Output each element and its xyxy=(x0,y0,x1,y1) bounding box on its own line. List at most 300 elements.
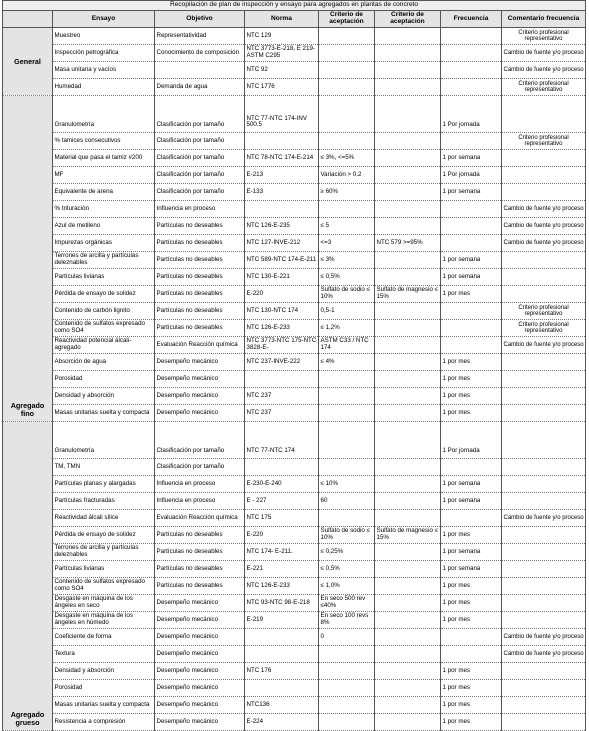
cell-objetivo: Desempeño mecánico xyxy=(155,595,245,612)
cell-comentario: Cambio de fuente y/o proceso xyxy=(502,510,586,527)
cell-norma: NTC 174- E-211. xyxy=(245,544,319,561)
cell-objetivo: Desempeño mecánico xyxy=(155,680,245,697)
cell-norma: NTC 92 xyxy=(245,62,319,79)
cell-ensayo: Azul de metileno xyxy=(53,218,155,235)
cell-criterio-1 xyxy=(319,96,375,133)
cell-ensayo: Masa unitaria y vacíos xyxy=(53,62,155,79)
cell-objetivo: Partículas no deseables xyxy=(155,544,245,561)
cell-objetivo: Clasificación por tamaño xyxy=(155,167,245,184)
cell-criterio-1: ≤ 0,5% xyxy=(319,561,375,578)
cell-comentario xyxy=(502,697,586,714)
cell-criterio-1 xyxy=(319,79,375,96)
cell-frecuencia: 1 por mes xyxy=(441,286,502,303)
cell-ensayo: Coeficiente de forma xyxy=(53,629,155,646)
cell-criterio-1 xyxy=(319,371,375,388)
cell-criterio-1 xyxy=(319,680,375,697)
cell-criterio-2 xyxy=(375,544,441,561)
cell-objetivo: Clasificación por tamaño xyxy=(155,133,245,150)
cell-ensayo: Masas unitarias suelta y compacta xyxy=(53,697,155,714)
cell-ensayo: Absorción de agua xyxy=(53,354,155,371)
cell-norma: NTC 176 xyxy=(245,663,319,680)
cell-criterio-2 xyxy=(375,595,441,612)
cell-comentario xyxy=(502,459,586,476)
cell-objetivo: Desempeño mecánico xyxy=(155,646,245,663)
cell-criterio-2: Sulfato de magnesio ≤ 15% xyxy=(375,527,441,544)
cell-criterio-2 xyxy=(375,45,441,62)
cell-criterio-1: ≤ 0,5% xyxy=(319,269,375,286)
cell-ensayo: Partículas livianas xyxy=(53,561,155,578)
cell-objetivo: Partículas no deseables xyxy=(155,252,245,269)
cell-comentario xyxy=(502,595,586,612)
cell-comentario xyxy=(502,269,586,286)
cell-comentario xyxy=(502,371,586,388)
cell-norma: NTC 589-NTC 174-E-211 xyxy=(245,252,319,269)
cell-criterio-1: ≤ 4% xyxy=(319,354,375,371)
cell-objetivo: Partículas no deseables xyxy=(155,303,245,320)
cell-comentario xyxy=(502,544,586,561)
cell-comentario xyxy=(502,167,586,184)
table-row xyxy=(3,663,586,680)
table-row xyxy=(3,303,586,320)
cell-criterio-2 xyxy=(375,218,441,235)
cell-frecuencia: 1 por mes xyxy=(441,371,502,388)
table-row xyxy=(3,184,586,201)
cell-criterio-2 xyxy=(375,714,441,731)
cell-frecuencia xyxy=(441,510,502,527)
cell-criterio-1 xyxy=(319,133,375,150)
cell-criterio-2 xyxy=(375,96,441,133)
cell-criterio-1 xyxy=(319,62,375,79)
cell-norma: E-230-E-240 xyxy=(245,476,319,493)
cell-objetivo: Representatividad xyxy=(155,28,245,45)
cell-frecuencia: 1 Por jornada xyxy=(441,96,502,133)
cell-objetivo: Partículas no deseables xyxy=(155,320,245,337)
cell-criterio-2: NTC 579 >=95% xyxy=(375,235,441,252)
cell-objetivo: Partículas no deseables xyxy=(155,578,245,595)
cell-norma: E-133 xyxy=(245,184,319,201)
cell-frecuencia xyxy=(441,303,502,320)
table-row xyxy=(3,96,586,133)
table-row xyxy=(3,493,586,510)
table-row xyxy=(3,595,586,612)
cell-norma: NTC 130-E-221 xyxy=(245,269,319,286)
cell-comentario xyxy=(502,578,586,595)
cell-criterio-2 xyxy=(375,62,441,79)
cell-criterio-1: ≤ 0,25% xyxy=(319,544,375,561)
table-row xyxy=(3,422,586,459)
cell-norma: E-224 xyxy=(245,714,319,731)
cell-objetivo: Desempeño mecánico xyxy=(155,354,245,371)
cell-criterio-1 xyxy=(319,405,375,422)
cell-criterio-2 xyxy=(375,422,441,459)
table-row xyxy=(3,62,586,79)
cell-norma xyxy=(245,371,319,388)
cell-criterio-1 xyxy=(319,28,375,45)
cell-comentario: Cambio de fuente y/o proceso xyxy=(502,201,586,218)
cell-criterio-1: <=3 xyxy=(319,235,375,252)
group-label: General xyxy=(3,28,53,96)
cell-objetivo: Evaluación Reacción química xyxy=(155,337,245,354)
table-row xyxy=(3,150,586,167)
cell-comentario xyxy=(502,96,586,133)
cell-frecuencia: 1 por mes xyxy=(441,680,502,697)
cell-comentario xyxy=(502,612,586,629)
table-row xyxy=(3,269,586,286)
cell-objetivo: Clasificación por tamaño xyxy=(155,184,245,201)
cell-frecuencia xyxy=(441,45,502,62)
cell-objetivo: Demanda de agua xyxy=(155,79,245,96)
cell-criterio-1: ≤ 5 xyxy=(319,218,375,235)
cell-comentario xyxy=(502,476,586,493)
cell-frecuencia xyxy=(441,62,502,79)
title-row xyxy=(3,1,586,11)
cell-ensayo: Muestreo xyxy=(53,28,155,45)
table-row xyxy=(3,476,586,493)
cell-objetivo: Clasificación por tamaño xyxy=(155,459,245,476)
cell-norma: NTC 3773-E-218, E 219-ASTM C295 xyxy=(245,45,319,62)
cell-criterio-1 xyxy=(319,510,375,527)
cell-ensayo: % trituración xyxy=(53,201,155,218)
cell-objetivo xyxy=(155,62,245,79)
table-row xyxy=(3,371,586,388)
cell-criterio-2 xyxy=(375,629,441,646)
cell-comentario: Criterio profesional representativo xyxy=(502,320,586,337)
cell-frecuencia xyxy=(441,28,502,45)
cell-ensayo: Densidad y absorción xyxy=(53,388,155,405)
table-row xyxy=(3,510,586,527)
cell-ensayo: Reactividad álcali sílice xyxy=(53,510,155,527)
cell-objetivo: Partículas no deseables xyxy=(155,218,245,235)
table-row xyxy=(3,561,586,578)
cell-criterio-2 xyxy=(375,680,441,697)
cell-ensayo: Partículas livianas xyxy=(53,269,155,286)
cell-ensayo: TM, TMN xyxy=(53,459,155,476)
table-row xyxy=(3,527,586,544)
cell-norma: NTC 77-NTC 174 xyxy=(245,422,319,459)
table-row xyxy=(3,337,586,354)
cell-ensayo: Contenido de sulfatos expresado como SO4 xyxy=(53,320,155,337)
table-row xyxy=(3,646,586,663)
cell-comentario xyxy=(502,184,586,201)
cell-frecuencia: 1 por mes xyxy=(441,388,502,405)
cell-comentario xyxy=(502,405,586,422)
cell-comentario xyxy=(502,286,586,303)
cell-frecuencia xyxy=(441,320,502,337)
cell-criterio-1: ≤ 10% xyxy=(319,476,375,493)
cell-criterio-1: Variación > 0.2 xyxy=(319,167,375,184)
table-row xyxy=(3,578,586,595)
cell-frecuencia: 1 por mes xyxy=(441,354,502,371)
cell-objetivo: Evaluación Reacción química xyxy=(155,510,245,527)
header-objetivo: Objetivo xyxy=(155,11,245,28)
cell-comentario xyxy=(502,663,586,680)
cell-frecuencia: 1 por semana xyxy=(441,476,502,493)
table-row xyxy=(3,252,586,269)
cell-comentario xyxy=(502,252,586,269)
cell-frecuencia: 1 por mes xyxy=(441,527,502,544)
cell-frecuencia: 1 por mes xyxy=(441,578,502,595)
cell-criterio-2 xyxy=(375,303,441,320)
cell-criterio-2 xyxy=(375,561,441,578)
cell-criterio-1: ≤ 3%, <=5% xyxy=(319,150,375,167)
cell-objetivo: Influencia en proceso xyxy=(155,476,245,493)
cell-norma: NTC 237-INVE-222 xyxy=(245,354,319,371)
cell-comentario: Cambio de fuente y/o proceso xyxy=(502,337,586,354)
cell-criterio-1: ≤ 3% xyxy=(319,252,375,269)
cell-criterio-1: ≥ 60% xyxy=(319,184,375,201)
cell-criterio-1: ≤ 1,0% xyxy=(319,578,375,595)
cell-criterio-2 xyxy=(375,354,441,371)
group-label: Agregado grueso xyxy=(3,422,53,731)
header-criterio-1: Criterio de aceptación xyxy=(319,11,375,28)
cell-comentario xyxy=(502,150,586,167)
table-row xyxy=(3,167,586,184)
cell-ensayo: Pérdida de ensayo de solidez xyxy=(53,286,155,303)
cell-norma: NTC 78-NTC 174-E-214 xyxy=(245,150,319,167)
cell-norma: NTC 126-E-233 xyxy=(245,320,319,337)
cell-criterio-2 xyxy=(375,28,441,45)
cell-norma xyxy=(245,133,319,150)
table-row xyxy=(3,235,586,252)
cell-criterio-2 xyxy=(375,578,441,595)
cell-criterio-2 xyxy=(375,371,441,388)
cell-ensayo: Equivalente de arena xyxy=(53,184,155,201)
cell-criterio-1: En seco 500 rev ≤40% xyxy=(319,595,375,612)
cell-criterio-1 xyxy=(319,646,375,663)
cell-frecuencia: 1 por semana xyxy=(441,184,502,201)
cell-objetivo: Desempeño mecánico xyxy=(155,371,245,388)
cell-objetivo: Partículas no deseables xyxy=(155,527,245,544)
cell-norma: NTC 3773-NTC 175-NTC 3828-E- xyxy=(245,337,319,354)
cell-comentario: Cambio de fuente y/o proceso xyxy=(502,218,586,235)
cell-criterio-2 xyxy=(375,184,441,201)
table-row xyxy=(3,680,586,697)
cell-criterio-2 xyxy=(375,612,441,629)
cell-frecuencia xyxy=(441,218,502,235)
cell-criterio-2 xyxy=(375,510,441,527)
cell-objetivo: Clasificación por tamaño xyxy=(155,422,245,459)
cell-ensayo: Resistencia a compresión xyxy=(53,714,155,731)
cell-ensayo: Inspección petrográfica xyxy=(53,45,155,62)
cell-objetivo: Desempeño mecánico xyxy=(155,663,245,680)
cell-frecuencia xyxy=(441,459,502,476)
cell-frecuencia: 1 Por jornada xyxy=(441,167,502,184)
cell-objetivo: Desempeño mecánico xyxy=(155,629,245,646)
table-body xyxy=(3,1,586,731)
table-title: Recopilación de plan de inspección y ensayo para agregados en plantas de concreto xyxy=(3,1,586,11)
cell-norma: E-219 xyxy=(245,612,319,629)
cell-norma: NTC 175 xyxy=(245,510,319,527)
cell-comentario: Criterio profesional representativo xyxy=(502,28,586,45)
table-row xyxy=(3,459,586,476)
cell-comentario: Cambio de fuente y/o proceso xyxy=(502,62,586,79)
cell-criterio-2 xyxy=(375,269,441,286)
cell-frecuencia: 1 por mes xyxy=(441,697,502,714)
cell-frecuencia: 1 por semana xyxy=(441,252,502,269)
cell-frecuencia: 1 por semana xyxy=(441,493,502,510)
table-row xyxy=(3,286,586,303)
cell-criterio-2 xyxy=(375,663,441,680)
cell-criterio-2 xyxy=(375,320,441,337)
cell-norma xyxy=(245,680,319,697)
cell-objetivo: Clasificación por tamaño xyxy=(155,150,245,167)
cell-criterio-2 xyxy=(375,459,441,476)
table-row xyxy=(3,629,586,646)
cell-criterio-1: Sulfato de sodio ≤ 10% xyxy=(319,286,375,303)
header-row xyxy=(3,11,586,28)
header-comentario: Comentario frecuencia xyxy=(502,11,586,28)
cell-norma: E-220 xyxy=(245,527,319,544)
table-row xyxy=(3,697,586,714)
cell-norma: NTC136 xyxy=(245,697,319,714)
cell-norma: NTC 129 xyxy=(245,28,319,45)
cell-norma: NTC 130-NTC 174 xyxy=(245,303,319,320)
cell-criterio-1: 0 xyxy=(319,629,375,646)
table-row xyxy=(3,714,586,731)
cell-ensayo: Contenido de sulfatos expresado como SO4 xyxy=(53,578,155,595)
cell-comentario xyxy=(502,422,586,459)
cell-criterio-1 xyxy=(319,697,375,714)
cell-criterio-1: Sulfato de sodio ≤ 10% xyxy=(319,527,375,544)
cell-ensayo: Terrones de arcilla y partículas deleznables xyxy=(53,252,155,269)
cell-ensayo: Densidad y absorción xyxy=(53,663,155,680)
cell-norma: NTC 126-E-235 xyxy=(245,218,319,235)
table-row xyxy=(3,28,586,45)
cell-criterio-1 xyxy=(319,714,375,731)
header-frecuencia: Frecuencia xyxy=(441,11,502,28)
cell-ensayo: % tamices consecutivos xyxy=(53,133,155,150)
cell-ensayo: Granulometría xyxy=(53,96,155,133)
cell-norma: E-213 xyxy=(245,167,319,184)
cell-ensayo: Contenido de carbón lignito xyxy=(53,303,155,320)
cell-norma: NTC 127-INVE-212 xyxy=(245,235,319,252)
cell-comentario: Criterio profesional representativo xyxy=(502,303,586,320)
table-row xyxy=(3,45,586,62)
header-criterio-2: Criterio de aceptación xyxy=(375,11,441,28)
cell-norma: E - 227 xyxy=(245,493,319,510)
cell-ensayo: MF xyxy=(53,167,155,184)
table-row xyxy=(3,133,586,150)
cell-ensayo: Porosidad xyxy=(53,680,155,697)
cell-comentario xyxy=(502,354,586,371)
cell-ensayo: Masas unitarias suelta y compacta xyxy=(53,405,155,422)
cell-norma: NTC 93-NTC 98-E-218 xyxy=(245,595,319,612)
cell-objetivo: Partículas no deseables xyxy=(155,286,245,303)
cell-objetivo: Desempeño mecánico xyxy=(155,388,245,405)
cell-comentario: Cambio de fuente y/o proceso xyxy=(502,629,586,646)
cell-criterio-2 xyxy=(375,150,441,167)
table-row xyxy=(3,79,586,96)
cell-norma: NTC 77-NTC 174-INV 500.5 xyxy=(245,96,319,133)
cell-norma: NTC 1776 xyxy=(245,79,319,96)
cell-comentario xyxy=(502,714,586,731)
cell-ensayo: Material que pasa el tamiz #200 xyxy=(53,150,155,167)
cell-objetivo: Desempeño mecánico xyxy=(155,714,245,731)
table-row xyxy=(3,388,586,405)
cell-criterio-2 xyxy=(375,167,441,184)
table-row xyxy=(3,218,586,235)
cell-criterio-1 xyxy=(319,201,375,218)
cell-objetivo: Partículas no deseables xyxy=(155,269,245,286)
cell-comentario xyxy=(502,527,586,544)
cell-comentario xyxy=(502,388,586,405)
cell-frecuencia xyxy=(441,337,502,354)
cell-criterio-1: 60 xyxy=(319,493,375,510)
cell-objetivo: Desempeño mecánico xyxy=(155,405,245,422)
cell-criterio-2 xyxy=(375,646,441,663)
cell-ensayo: Granulometría xyxy=(53,422,155,459)
table-row xyxy=(3,201,586,218)
cell-frecuencia xyxy=(441,646,502,663)
cell-criterio-2 xyxy=(375,388,441,405)
cell-norma xyxy=(245,201,319,218)
cell-objetivo: Clasificación por tamaño xyxy=(155,96,245,133)
group-label: Agregado fino xyxy=(3,96,53,422)
cell-norma: NTC 237 xyxy=(245,405,319,422)
cell-frecuencia xyxy=(441,133,502,150)
cell-criterio-2 xyxy=(375,133,441,150)
cell-criterio-2 xyxy=(375,337,441,354)
cell-comentario: Criterio profesional representativo xyxy=(502,133,586,150)
cell-criterio-2 xyxy=(375,252,441,269)
cell-criterio-2 xyxy=(375,476,441,493)
cell-criterio-2 xyxy=(375,201,441,218)
cell-frecuencia: 1 por mes xyxy=(441,595,502,612)
cell-objetivo: Influencia en proceso xyxy=(155,493,245,510)
cell-ensayo: Terrones de arcilla y partículas deleznables xyxy=(53,544,155,561)
cell-criterio-2 xyxy=(375,79,441,96)
cell-frecuencia: 1 Por jornada xyxy=(441,422,502,459)
cell-criterio-1: En seco 100 revs 8% xyxy=(319,612,375,629)
cell-objetivo: Influencia en proceso xyxy=(155,201,245,218)
cell-criterio-2 xyxy=(375,493,441,510)
table-row xyxy=(3,354,586,371)
cell-comentario: Criterio profesional representativo xyxy=(502,79,586,96)
cell-criterio-1: ≤ 1,2% xyxy=(319,320,375,337)
cell-norma: E-221 xyxy=(245,561,319,578)
cell-frecuencia: 1 por semana xyxy=(441,544,502,561)
cell-objetivo: Desempeño mecánico xyxy=(155,697,245,714)
cell-norma: E-220 xyxy=(245,286,319,303)
header-group xyxy=(3,11,53,28)
cell-comentario xyxy=(502,493,586,510)
cell-criterio-2 xyxy=(375,405,441,422)
cell-frecuencia: 1 por semana xyxy=(441,269,502,286)
cell-objetivo: Partículas no deseables xyxy=(155,561,245,578)
cell-frecuencia xyxy=(441,235,502,252)
cell-objetivo: Partículas no deseables xyxy=(155,235,245,252)
cell-frecuencia: 1 por mes xyxy=(441,714,502,731)
cell-norma xyxy=(245,459,319,476)
cell-norma xyxy=(245,646,319,663)
cell-criterio-1: ASTM C33 / NTC 174 xyxy=(319,337,375,354)
cell-frecuencia: 1 por mes xyxy=(441,612,502,629)
cell-ensayo: Partículas fracturadas xyxy=(53,493,155,510)
cell-objetivo: Conocimiento de composición xyxy=(155,45,245,62)
cell-comentario: Cambio de fuente y/o proceso xyxy=(502,45,586,62)
cell-ensayo: Textura xyxy=(53,646,155,663)
cell-frecuencia: 1 por mes xyxy=(441,405,502,422)
cell-comentario xyxy=(502,561,586,578)
cell-norma xyxy=(245,629,319,646)
table-row xyxy=(3,612,586,629)
cell-frecuencia xyxy=(441,201,502,218)
cell-criterio-1: 0,5-1 xyxy=(319,303,375,320)
header-ensayo: Ensayo xyxy=(53,11,155,28)
cell-ensayo: Pérdida de ensayo de solidez xyxy=(53,527,155,544)
table-row xyxy=(3,544,586,561)
cell-frecuencia xyxy=(441,79,502,96)
